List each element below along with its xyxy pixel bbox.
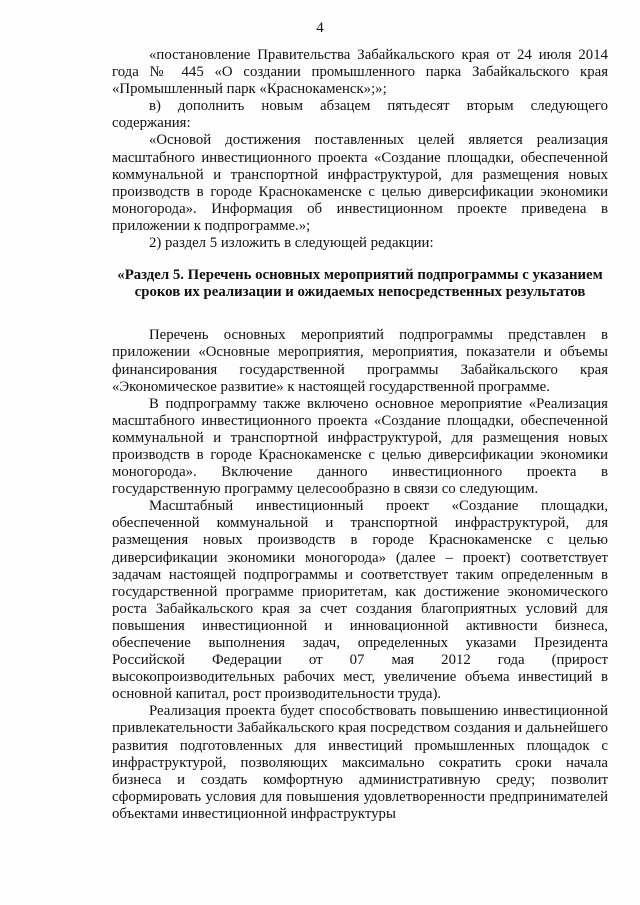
paragraph-amendment-v: в) дополнить новым абзацем пятьдесят вторым следующего содержания: [112,98,608,132]
paragraph-project-effects: Реализация проекта будет способствовать повышению инвестиционной привлекательности Забайкальского края посредством создания и дальнейшего развития подготовленных для инвестиций промышленных площадок с инфраструктурой, позволяющих максимально сократить сроки начала бизнеса и создать комфортную административную среду; позволит сформировать условия для повышения удовлетворенности предпринимателей объектами инвестиционной инфраструктуры [112,703,608,822]
section-heading: «Раздел 5. Перечень основных мероприятий подпрограммы с указанием сроков их реализации и ожидаемых непосредственных результатов [117,267,603,301]
paragraph-project-compliance: Масштабный инвестиционный проект «Создание площадки, обеспеченной коммунальной и транспортной инфраструктурой, для размещения новых производств в городе Краснокаменске с целью диверсификации экономики моногорода» (далее – проект) соответствует задачам настоящей подпрограммы и соответствует таким определенным в государственной программе приоритетам, как достижение экономического роста Забайкальского края за счет создания благоприятных условий для повышения инвестиционной и инновационной активности бизнеса, обеспечение выполнения задач, определенных указами Президента Российской Федерации от 07 мая 2012 года (прирост высокопроизводительных рабочих мест, увеличение объема инвестиций в основной капитал, рост производительности труда). [112,498,608,703]
paragraph-quote-decree: «постановление Правительства Забайкальского края от 24 июля 2014 года № 445 «О создании промышленного парка Забайкальского края «Промышленный парк «Краснокаменск»;»; [112,47,608,98]
paragraph-included-measure: В подпрограмму также включено основное мероприятие «Реализация масштабного инвестиционного проекта «Создание площадки, обеспеченной коммунальной и транспортной инфраструктурой, для размещения новых производств в городе Краснокаменске с целью диверсификации экономики моногорода». Включение данного инвестиционного проекта в государственную программу целесообразно в связи со следующим. [112,395,608,498]
paragraph-amendment-2: 2) раздел 5 изложить в следующей редакции: [149,235,434,252]
page-number: 4 [316,20,324,36]
paragraph-quote-project: «Основой достижения поставленных целей является реализация масштабного инвестиционного проекта «Создание площадки, обеспеченной коммунальной и транспортной инфраструктурой, для размещения новых производств в городе Краснокаменске с целью диверсификации экономики моногорода». Информация об инвестиционном проекте приведена в приложении к подпрограмме.»; [112,132,608,234]
paragraph-list-of-measures: Перечень основных мероприятий подпрограммы представлен в приложении «Основные мероприятия, мероприятия, показатели и объемы финансирования государственной программы Забайкальского края «Экономическое развитие» к настоящей государственной программе. [112,327,608,395]
document-body [112,47,608,823]
